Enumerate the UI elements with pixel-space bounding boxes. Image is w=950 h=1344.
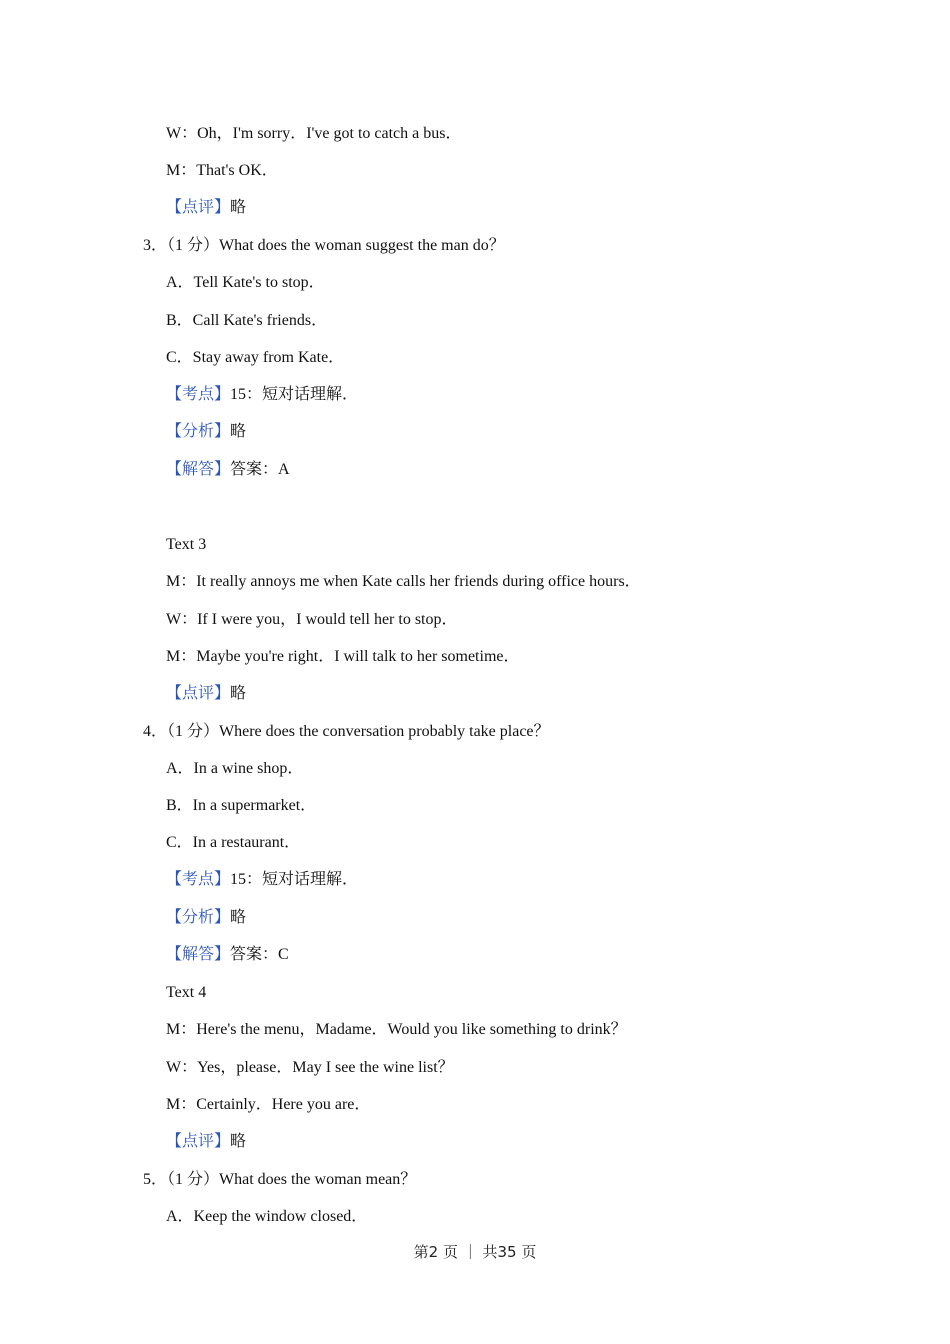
option-4a: A．In a wine shop． [166,760,304,777]
answer-line-4 [166,945,289,965]
line-dialogue-w-sorry: W：Oh，I'm sorry．I've got to catch a bus． [166,125,462,142]
comment-tag: 【点评】 [166,685,231,702]
comment-text: 略 [230,1133,247,1150]
comment-tag: 【点评】 [166,1133,231,1150]
comment-line-1 [166,198,246,218]
line-dialogue-m-ok: M：That's OK． [166,162,278,179]
option-3a: A．Tell Kate's to stop． [166,274,325,291]
analysis-line-4 [166,908,246,928]
answer-tag: 【解答】 [166,461,231,478]
question-4: 4．（1 分）Where does the conversation probably take place？ [143,723,550,740]
comment-line-3 [166,1132,246,1152]
option-4c: C．In a restaurant． [166,834,301,851]
line-dialogue-w-yes: W：Yes，please．May I see the wine list？ [166,1059,454,1076]
option-4b: B．In a supermarket． [166,797,317,814]
comment-tag: 【点评】 [166,199,231,216]
answer-text: 答案：C [230,946,289,963]
comment-text: 略 [230,685,247,702]
line-dialogue-m-menu: M：Here's the menu，Madame．Would you like something to drink？ [166,1021,627,1038]
option-5a: A．Keep the window closed． [166,1208,368,1225]
line-dialogue-m-annoys: M：It really annoys me when Kate calls her friends during office hours． [166,573,641,590]
question-3: 3．（1 分）What does the woman suggest the man do？ [143,237,505,254]
point-text: 15：短对话理解． [230,386,359,403]
option-3b: B．Call Kate's friends． [166,312,328,329]
option-3c: C．Stay away from Kate． [166,349,345,366]
answer-tag: 【解答】 [166,946,231,963]
question-5: 5．（1 分）What does the woman mean？ [143,1171,417,1188]
text-4-heading: Text 4 [166,984,207,1001]
point-text: 15：短对话理解． [230,871,359,888]
comment-line-2 [166,684,246,704]
analysis-text: 略 [230,423,247,440]
line-dialogue-m-maybe: M：Maybe you're right．I will talk to her sometime． [166,648,520,665]
page-footer: 第2 页 ｜ 共35 页 [413,1243,537,1261]
analysis-tag: 【分析】 [166,423,231,440]
analysis-text: 略 [230,909,247,926]
answer-line-3 [166,460,290,480]
comment-text: 略 [230,199,247,216]
point-line-3 [166,385,358,405]
line-dialogue-w-if: W：If I were you，I would tell her to stop． [166,611,458,628]
analysis-tag: 【分析】 [166,909,231,926]
text-3-heading: Text 3 [166,536,207,553]
analysis-line-3 [166,422,246,442]
line-dialogue-m-certainly: M：Certainly．Here you are． [166,1096,371,1113]
point-tag: 【考点】 [166,386,231,403]
point-tag: 【考点】 [166,871,231,888]
point-line-4 [166,870,358,890]
answer-text: 答案：A [230,461,290,478]
